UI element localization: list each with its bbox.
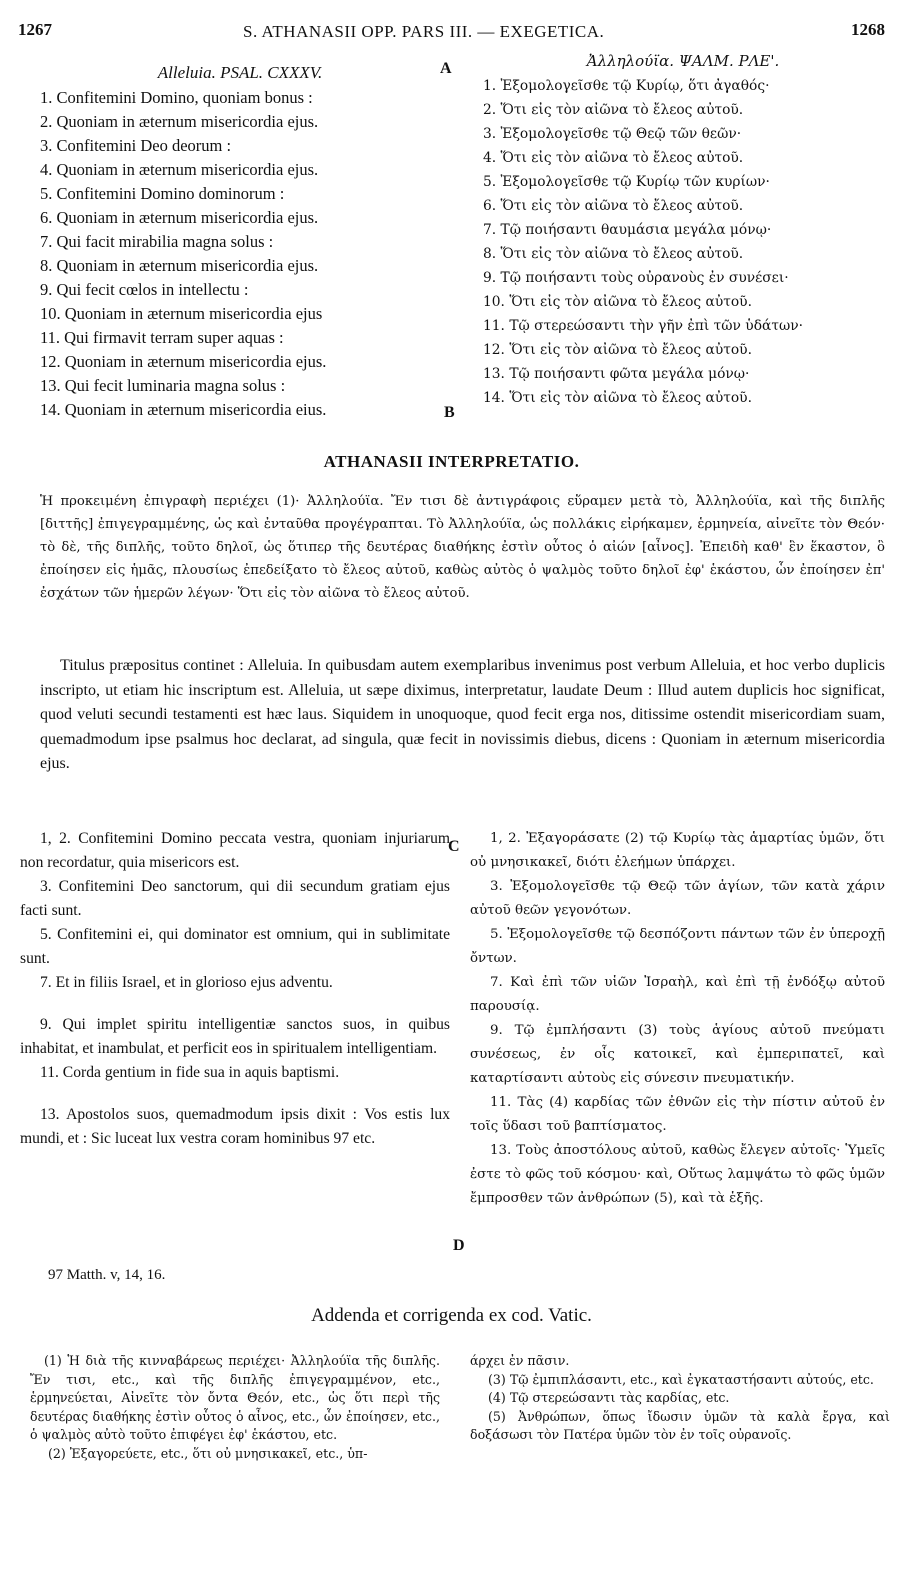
psalm-verse: 12. Ὅτι εἰς τὸν αἰῶνα τὸ ἔλεος αὐτοῦ. xyxy=(483,342,752,358)
psalm-greek-title: Ἀλληλούϊα. ΨΑΛΜ. ΡΛΕ'. xyxy=(586,52,780,70)
addenda-right-column xyxy=(470,1352,890,1445)
greek-introduction: Ἡ προκειμένη ἐπιγραφὴ περιέχει (1)· Ἀλληλούϊα. Ἔν τισι δὲ ἀντιγράφοις εὕραμεν μετὰ τὸ, Ἀλληλούϊα, καὶ τῆς διπλῆς [διττῆς] ἐπιγεγραμμένης, ὡς καὶ ἐνταῦθα προγέγραπται. Τὸ Ἀλληλούϊα, ὡς πολλάκις εἰρήκαμεν, ἑρμηνεία, αἰνεῖτε τὸν Θεόν· τὸ δὲ, τῆς διπλῆς, τοῦτο δηλοῖ, ὡς ὅτιπερ τῆς δευτέρας διαθήκης ἐστὶν οὗτος ὁ αἰών [αἶνος]. Ἐπειδὴ καθ' ἓν ἕκαστον, ὃ ἐποίησεν εἰς ἡμᾶς, πλουσίως ἐπεδείξατο τὸ ἔλεος αὐτοῦ, καθὼς αὐτὸς ὁ ψαλμὸς τοῦτο δηλοῖ ἐφ' ἑκάστου, ὧν ἐποίησεν ἐπ' ἐσχάτων τῶν ἡμερῶν λέγων· Ὅτι εἰς τὸν αἰῶνα τὸ ἔλεος αὐτοῦ. xyxy=(40,494,885,601)
commentary-paragraph: 7. Καὶ ἐπὶ τῶν υἱῶν Ἰσραὴλ, καὶ ἐπὶ τῇ ἐνδόξῳ αὐτοῦ παρουσίᾳ. xyxy=(470,975,885,1014)
psalm-verse: 8. Ὅτι εἰς τὸν αἰῶνα τὸ ἔλεος αὐτοῦ. xyxy=(483,246,744,262)
margin-marker-c: C xyxy=(448,838,460,855)
psalm-verse: 1. Ἐξομολογεῖσθε τῷ Κυρίῳ, ὅτι ἀγαθός· xyxy=(483,78,770,94)
psalm-verse: 9. Τῷ ποιήσαντι τοὺς οὐρανοὺς ἐν συνέσει· xyxy=(483,270,789,286)
psalm-verse: 8. Quoniam in æternum misericordia ejus. xyxy=(40,256,319,275)
psalm-verse: 5. Confitemini Domino dominorum : xyxy=(40,184,285,203)
commentary-latin-column xyxy=(20,827,450,1151)
psalm-verse: 6. Quoniam in æternum misericordia ejus. xyxy=(40,208,319,227)
commentary-paragraph: 5. Confitemini ei, qui dominator est omnium, qui in sublimitate sunt. xyxy=(20,926,450,967)
interpretatio-heading: ATHANASII INTERPRETATIO. xyxy=(323,452,580,471)
running-head xyxy=(18,20,885,46)
psalm-verse: 6. Ὅτι εἰς τὸν αἰῶνα τὸ ἔλεος αὐτοῦ. xyxy=(483,198,744,214)
commentary-paragraph: 13. Τοὺς ἀποστόλους αὐτοῦ, καθὼς ἔλεγεν αὐτοῖς· Ὑμεῖς ἐστε τὸ φῶς τοῦ κόσμου· καὶ, Οὕτως λαμψάτω τὸ φῶς ὑμῶν ἔμπροσθεν τῶν ἀνθρώπων (5), καὶ τὰ ἑξῆς. xyxy=(470,1143,885,1206)
addenda-note: (4) Τῷ στερεώσαντι τὰς καρδίας, etc. xyxy=(488,1390,730,1406)
commentary-paragraph: 7. Et in filiis Israel, et in glorioso ejus adventu. xyxy=(40,974,333,991)
margin-marker-b: B xyxy=(444,404,455,421)
addenda-note: (1) Ἡ διὰ τῆς κινναβάρεως περιέχει· Ἀλληλούϊα τῆς διπλῆς. Ἔν τισι, etc., καὶ τῆς διπλῆς ἐπιγεγραμμένον, etc., ἑρμηνεύεται, Αἰνεῖτε τὸν ὄντα Θεόν, etc., ὡς ὅτι περὶ τῆς δευτέρας διαθήκης ἐστὶν οὗτος ὁ αἶνος, etc., ὧν ἐποίησεν, etc., ὁ ψαλμὸς αὐτὸ τοῦτο ἐπιφέγει ἐφ' ἑκάστου, etc. xyxy=(30,1353,440,1443)
addenda-note: (3) Τῷ ἐμπιπλάσαντι, etc., καὶ ἐγκαταστήσαντι αὐτούς, etc. xyxy=(488,1371,874,1387)
commentary-paragraph: 1, 2. Confitemini Domino peccata vestra, quoniam injuriarum non recordatur, quia misericors est. xyxy=(20,830,450,871)
commentary-paragraph: 11. Corda gentium in fide sua in aquis baptismi. xyxy=(40,1064,340,1081)
latin-introduction: Titulus præpositus continet : Alleluia. In quibusdam autem exemplaribus invenimus post verbum Alleluia, et hoc verbo duplicis inscripto, ut etiam hic inscriptum est. Alleluia, ut sæpe diximus, interpretatur, laudate Deum : Illud autem duplicis hoc significat, quod veluti secundi testamenti est hæc laus. Siquidem in unoquoque, quod fecit erga nos, ditissime ostendit misericordiam suam, quemadmodum ipse psalmus hoc declarat, ad singula, quæ fecit in novissimis diebus, dicens : Quoniam in æternum misericordia ejus. xyxy=(40,657,885,772)
psalm-verse: 7. Qui facit mirabilia magna solus : xyxy=(40,232,274,251)
psalm-verse: 13. Qui fecit luminaria magna solus : xyxy=(40,376,286,395)
psalm-verse: 11. Qui firmavit terram super aquas : xyxy=(40,328,284,347)
commentary-paragraph: 5. Ἐξομολογεῖσθε τῷ δεσπόζοντι πάντων τῶν ἐν ὑπεροχῇ ὄντων. xyxy=(470,927,885,966)
commentary-paragraph: 11. Τὰς (4) καρδίας τῶν ἐθνῶν εἰς τὴν πίστιν αὐτοῦ ἐν τοῖς ὕδασι τοῦ βαπτίσματος. xyxy=(470,1095,885,1134)
psalm-verse: 14. Quoniam in æternum misericordia eius. xyxy=(40,400,327,419)
psalm-greek-column xyxy=(483,48,883,410)
commentary-greek-column xyxy=(470,827,885,1211)
commentary-paragraph: 13. Apostolos suos, quemadmodum ipsis dixit : Vos estis lux mundi, et : Sic luceat lux vestra coram hominibus 97 etc. xyxy=(20,1106,450,1147)
addenda-heading: Addenda et corrigenda ex cod. Vatic. xyxy=(311,1305,592,1326)
commentary-paragraph: 3. Confitemini Deo sanctorum, qui dii secundum gratiam ejus facti sunt. xyxy=(20,878,450,919)
psalm-verse: 2. Ὅτι εἰς τὸν αἰῶνα τὸ ἔλεος αὐτοῦ. xyxy=(483,102,744,118)
psalm-verse: 12. Quoniam in æternum misericordia ejus. xyxy=(40,352,327,371)
psalm-verse: 9. Qui fecit cœlos in intellectu : xyxy=(40,280,249,299)
psalm-verse: 13. Τῷ ποιήσαντι φῶτα μεγάλα μόνῳ· xyxy=(483,366,750,382)
psalm-verse: 1. Confitemini Domino, quoniam bonus : xyxy=(40,88,313,107)
addenda-note: (2) Ἐξαγορεύετε, etc., ὅτι οὐ μνησικακεῖ, etc., ὑπ- xyxy=(48,1445,368,1461)
psalm-verse: 5. Ἐξομολογεῖσθε τῷ Κυρίῳ τῶν κυρίων· xyxy=(483,174,770,190)
margin-marker-a: A xyxy=(440,60,452,77)
margin-marker-d: D xyxy=(453,1237,465,1254)
psalm-verse: 2. Quoniam in æternum misericordia ejus. xyxy=(40,112,319,131)
commentary-paragraph: 9. Τῷ ἐμπλήσαντι (3) τοὺς ἁγίους αὐτοῦ πνεύματι συνέσεως, ἐν οἷς κατοικεῖ, καὶ ἐμπεριπατεῖ, καὶ καταρτίσαντι αὐτοὺς εἰς σύνεσιν πνευματικήν. xyxy=(470,1023,885,1086)
psalm-verse: 14. Ὅτι εἰς τὸν αἰῶνα τὸ ἔλεος αὐτοῦ. xyxy=(483,390,752,406)
psalm-latin-column xyxy=(40,60,440,422)
page-number-left: 1267 xyxy=(18,20,52,39)
running-title: S. ATHANASII OPP. PARS III. — EXEGETICA. xyxy=(243,22,605,41)
psalm-verse: 4. Ὅτι εἰς τὸν αἰῶνα τὸ ἔλεος αὐτοῦ. xyxy=(483,150,744,166)
psalm-verse: 3. Ἐξομολογεῖσθε τῷ Θεῷ τῶν θεῶν· xyxy=(483,126,742,142)
commentary-paragraph: 1, 2. Ἐξαγοράσατε (2) τῷ Κυρίῳ τὰς ἁμαρτίας ὑμῶν, ὅτι οὐ μνησικακεῖ, διότι ἐλεήμων ὑπάρχει. xyxy=(470,831,885,870)
psalm-verse: 10. Ὅτι εἰς τὸν αἰῶνα τὸ ἔλεος αὐτοῦ. xyxy=(483,294,752,310)
psalm-verse: 10. Quoniam in æternum misericordia ejus xyxy=(40,304,323,323)
footnote: 97 Matth. v, 14, 16. xyxy=(48,1267,166,1283)
addenda-note: άρχει ἐν πᾶσιν. xyxy=(470,1353,570,1368)
psalm-verse: 4. Quoniam in æternum misericordia ejus. xyxy=(40,160,319,179)
psalm-latin-title: Alleluia. PSAL. CXXXV. xyxy=(157,63,323,82)
commentary-paragraph: 3. Ἐξομολογεῖσθε τῷ Θεῷ τῶν ἁγίων, τῶν κατὰ χάριν αὐτοῦ θεῶν γεγονότων. xyxy=(470,879,885,918)
psalm-verse: 11. Τῷ στερεώσαντι τὴν γῆν ἐπὶ τῶν ὑδάτων· xyxy=(483,318,803,334)
addenda-left-column xyxy=(30,1352,440,1464)
addenda-note: (5) Ἀνθρώπων, ὅπως ἴδωσιν ὑμῶν τὰ καλὰ ἔργα, καὶ δοξάσωσι τὸν Πατέρα ὑμῶν τὸν ἐν τοῖς οὐρανοῖς. xyxy=(470,1408,890,1443)
psalm-verse: 7. Τῷ ποιήσαντι θαυμάσια μεγάλα μόνῳ· xyxy=(483,222,772,238)
psalm-verse: 3. Confitemini Deo deorum : xyxy=(40,136,232,155)
page-number-right: 1268 xyxy=(851,20,885,39)
commentary-paragraph: 9. Qui implet spiritu intelligentiæ sanctos suos, in quibus inhabitat, et inambulat, et perficit eos in spiritualem intelligentiam. xyxy=(20,1016,450,1057)
